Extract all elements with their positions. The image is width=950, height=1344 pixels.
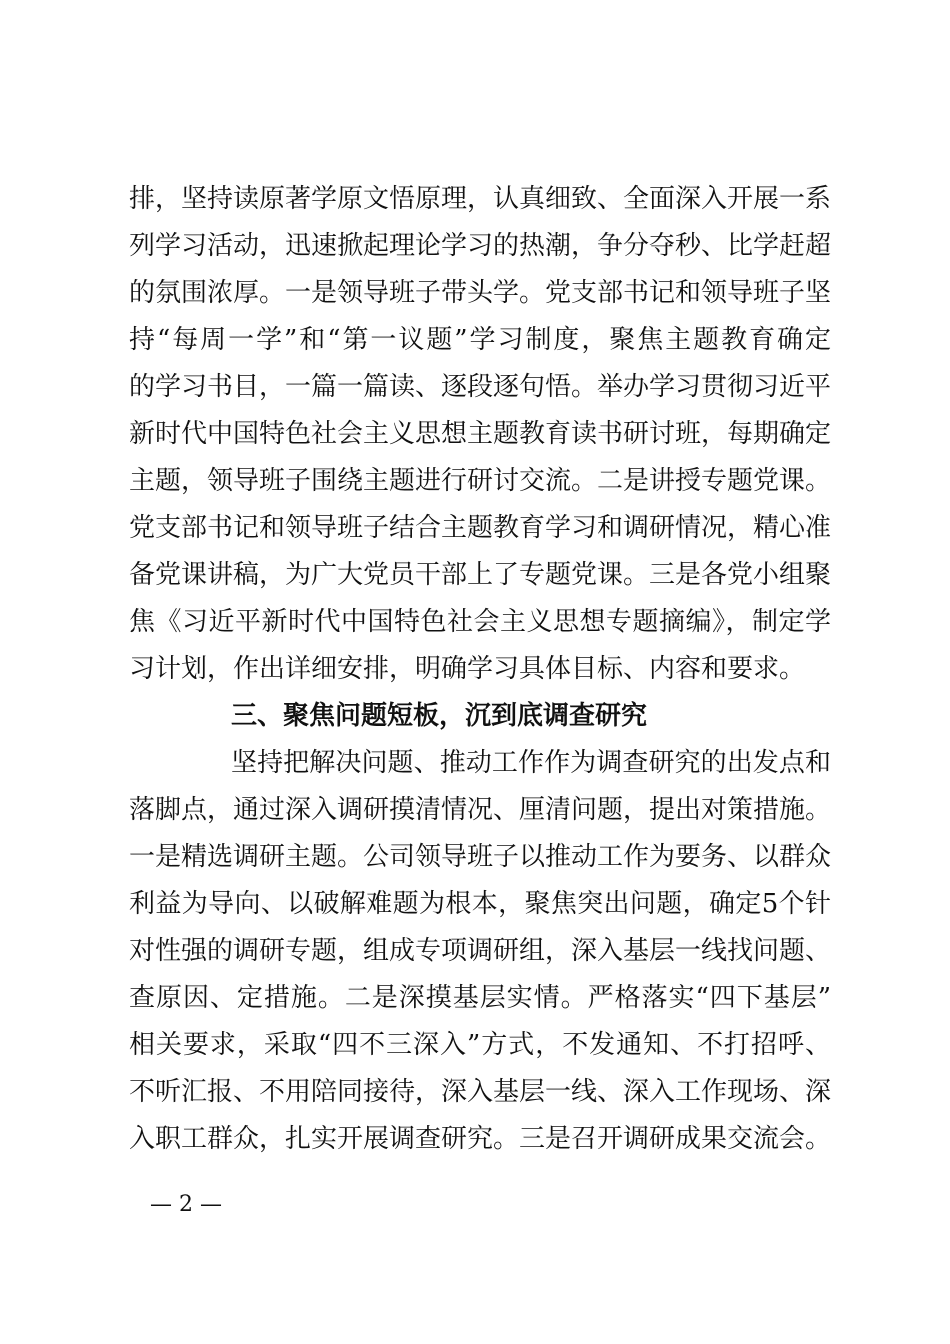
paragraph-line: 备党课讲稿，为广大党员干部上了专题党课。三是各党小组聚 [129, 560, 832, 590]
paragraph-line: 查原因、定措施。二是深摸基层实情。严格落实“四下基层” [129, 983, 831, 1013]
paragraph-line: 一是精选调研主题。公司领导班子以推动工作为要务、以群众 [129, 842, 832, 872]
paragraph-line: 利益为导向、以破解难题为根本，聚焦突出问题，确定5个针 [129, 889, 831, 919]
paragraph-line: 习计划，作出详细安排，明确学习具体目标、内容和要求。 [129, 654, 806, 684]
paragraph-line: 列学习活动，迅速掀起理论学习的热潮，争分夺秒、比学赶超 [129, 231, 832, 261]
paragraph-line: 焦《习近平新时代中国特色社会主义思想专题摘编》，制定学 [129, 607, 831, 637]
paragraph-line: 落脚点，通过深入调研摸清情况、厘清问题，提出对策措施。 [129, 795, 832, 825]
paragraph-line: 相关要求，采取“四不三深入”方式，不发通知、不打招呼、 [129, 1030, 831, 1060]
paragraph-line: 入职工群众，扎实开展调查研究。三是召开调研成果交流会。 [129, 1124, 832, 1154]
paragraph-line: 坚持把解决问题、推动工作作为调查研究的出发点和 [231, 748, 831, 778]
paragraph-line: 的学习书目，一篇一篇读、逐段逐句悟。举办学习贯彻习近平 [129, 372, 832, 402]
paragraph-line: 的氛围浓厚。一是领导班子带头学。党支部书记和领导班子坚 [129, 278, 832, 308]
page-number: — 2 — [150, 1192, 222, 1217]
paragraph-line: 对性强的调研专题，组成专项调研组，深入基层一线找问题、 [129, 936, 832, 966]
section-heading: 三、聚焦问题短板，沉到底调查研究 [231, 701, 648, 731]
paragraph-line: 党支部书记和领导班子结合主题教育学习和调研情况，精心准 [129, 513, 832, 543]
paragraph-line: 不听汇报、不用陪同接待，深入基层一线、深入工作现场、深 [129, 1077, 832, 1107]
paragraph-line: 新时代中国特色社会主义思想主题教育读书研讨班，每期确定 [129, 419, 832, 449]
paragraph-line: 排，坚持读原著学原文悟原理，认真细致、全面深入开展一系 [129, 184, 832, 214]
paragraph-line: 主题，领导班子围绕主题进行研讨交流。二是讲授专题党课。 [129, 466, 832, 496]
paragraph-line: 持“每周一学”和“第一议题”学习制度，聚焦主题教育确定 [129, 325, 831, 355]
